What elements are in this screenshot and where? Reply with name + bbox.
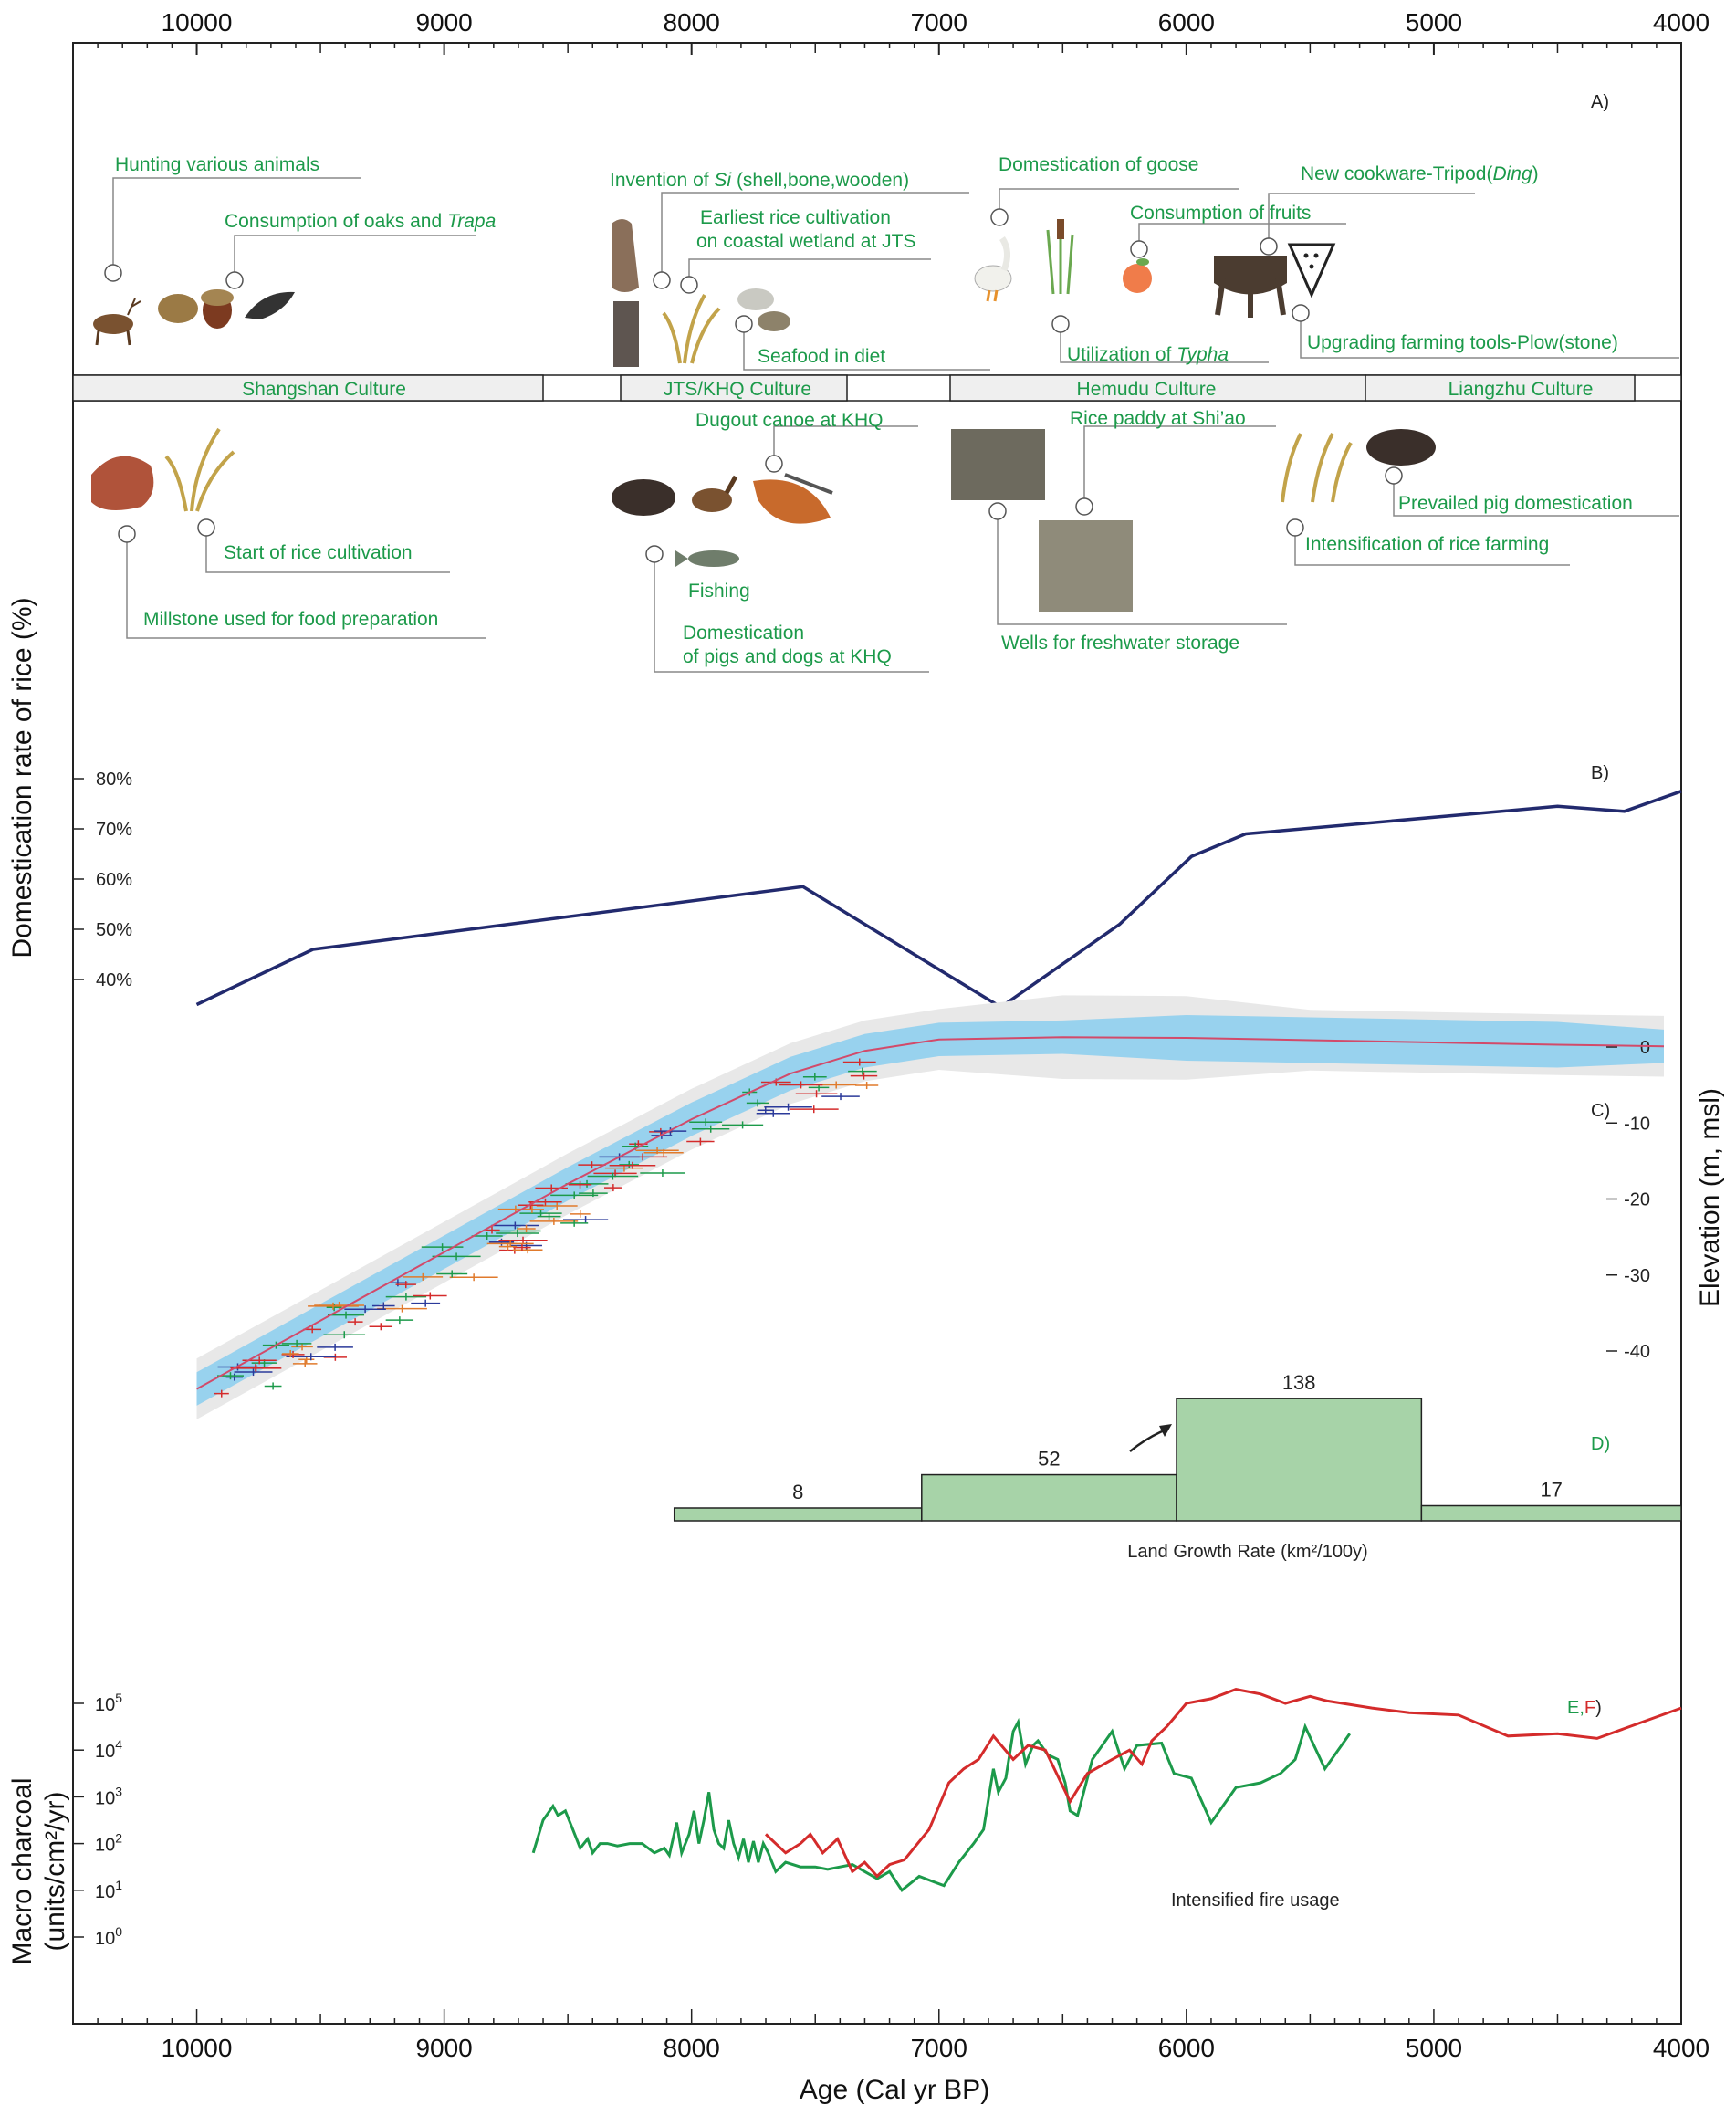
event-start-rice: Start of rice cultivation [224,542,413,563]
y-axis-label-ef-line1: Macro charcoal [7,1777,37,1965]
typha-icon [1048,219,1072,294]
panel-label-f: F [1584,1698,1596,1718]
panel-ef-chart [73,1690,1681,1949]
bottom-axis [73,2009,1710,2062]
b-ytick-label: 60% [96,870,133,890]
event-domestication-2: of pigs and dogs at KHQ [683,646,892,667]
x-axis-label: Age (Cal yr BP) [799,2075,990,2105]
bottom-tick-label: 9000 [415,2034,473,2062]
event-fruits: Consumption of fruits [1130,203,1312,224]
deer-icon [93,298,141,345]
c-series-line [197,1037,1665,1388]
event-fishing: Fishing [688,581,750,602]
ef-ytick-label: $10^5$ [95,1691,123,1715]
panel-label-d: D) [1591,1434,1611,1454]
ef-ytick-label: $10^3$ [95,1784,123,1809]
event-goose: Domestication of goose [999,154,1199,175]
well-photo-icon [951,429,1045,500]
c-ytick-label: -10 [1624,1114,1650,1135]
tripod-ding-icon [1214,256,1287,318]
trapa-icon [245,292,295,319]
top-tick-label: 4000 [1652,8,1710,37]
bottom-tick-label: 4000 [1652,2034,1710,2062]
canoe-icon [753,475,832,524]
rice-plant-icon-3 [1282,434,1351,502]
d-bar [1421,1506,1681,1521]
ef-ytick-label: $10^1$ [95,1877,123,1902]
b-ytick-label: 80% [96,770,133,790]
ef-series-line-0 [533,1723,1350,1890]
panel-d-chart [675,1371,1681,1521]
panel-c-chart [197,995,1665,1419]
bottom-tick-label: 7000 [910,2034,967,2062]
rice-paddy-photo-icon [1039,520,1133,612]
c-ytick-label: -20 [1624,1189,1650,1210]
b-ytick-label: 50% [96,920,133,940]
fire-usage-note: Intensified fire usage [1171,1890,1340,1911]
top-tick-label: 6000 [1157,8,1215,37]
b-ytick-label: 70% [96,820,133,840]
bottom-tick-label: 8000 [663,2034,720,2062]
top-tick-label: 10000 [161,8,233,37]
millstone-icon [91,456,153,510]
fish-icon [675,550,739,567]
panel-label-a: A) [1591,92,1609,112]
event-pig-domestication: Prevailed pig domestication [1398,493,1633,514]
dog-icon [692,477,736,512]
event-hunting: Hunting various animals [115,154,320,175]
event-oaks-trapa: Consumption of oaks and Trapa [225,211,497,232]
top-tick-label: 5000 [1405,8,1463,37]
panel-b-chart [73,770,1681,1007]
d-bar-label: 8 [792,1481,804,1503]
y-axis-label-ef-line2: (units/cm²/yr) [40,1791,70,1952]
top-tick-label: 9000 [415,8,473,37]
d-bar-label: 17 [1540,1478,1563,1502]
panel-label-close: ) [1595,1698,1602,1718]
culture-label-hemudu: Hemudu Culture [1076,379,1217,400]
d-bar [675,1508,922,1521]
top-tick-label: 8000 [663,8,720,37]
d-bar [922,1475,1177,1521]
bottom-tick-label: 5000 [1405,2034,1463,2062]
d-bar-label: 138 [1281,1371,1316,1395]
event-earliest-rice-1: Earliest rice cultivation [700,207,891,228]
panel-label-b: B) [1591,763,1609,783]
event-plow: Upgrading farming tools-Plow(stone) [1307,332,1618,353]
goose-icon [975,238,1011,301]
plow-icon [1290,245,1333,295]
b-series-line [197,791,1682,1008]
c-ytick-label: -40 [1624,1342,1650,1362]
event-domestication-1: Domestication [683,623,805,644]
bottom-tick-label: 6000 [1157,2034,1215,2062]
panel-label-e: E, [1567,1698,1584,1718]
d-bar-label: 52 [1038,1447,1061,1471]
rice-plant-icon [664,295,719,363]
boar-icon [612,479,675,516]
acorn-icon [158,289,234,329]
event-si: Invention of Si (shell,bone,wooden) [610,170,910,191]
panel-a-lower-illustrations [91,429,1436,612]
panel-label-c: C) [1591,1101,1611,1121]
event-seafood: Seafood in diet [758,346,886,367]
land-growth-label: Land Growth Rate (km²/100y) [1127,1542,1368,1562]
y-axis-label-left-b: Domestication rate of rice (%) [7,597,37,958]
event-canoe: Dugout canoe at KHQ [695,410,884,431]
c-ytick-label: 0 [1639,1038,1650,1058]
top-axis [73,8,1710,55]
culture-label-jts-khq: JTS/KHQ Culture [663,379,812,400]
bottom-tick-label: 10000 [161,2034,233,2062]
b-ytick-label: 40% [96,970,133,990]
event-typha: Utilization of Typha [1067,344,1229,365]
event-rice-paddy: Rice paddy at Shi’ao [1070,408,1246,429]
peach-icon [1123,258,1152,293]
sea-level-envelope-inner [197,1015,1665,1406]
arrow-icon [1130,1424,1172,1451]
pig-icon [1366,429,1436,466]
y-axis-label-right-c: Elevation (m, msl) [1695,1087,1725,1308]
culture-band [73,375,1681,401]
culture-label-shangshan: Shangshan Culture [242,379,406,400]
d-bar [1177,1398,1421,1521]
ef-ytick-label: $10^2$ [95,1830,123,1856]
rice-plant-icon-2 [166,429,234,511]
event-tripod: New cookware-Tripod(Ding) [1301,163,1539,184]
panel-label-ef [1567,1698,1602,1718]
shell-tool-icon [612,219,639,367]
top-tick-label: 7000 [910,8,967,37]
event-intensification: Intensification of rice farming [1305,534,1550,555]
culture-label-liangzhu: Liangzhu Culture [1448,379,1594,400]
ef-ytick-label: $10^4$ [95,1737,123,1763]
event-wells: Wells for freshwater storage [1001,633,1240,654]
event-millstone: Millstone used for food preparation [143,609,439,630]
c-ytick-label: -30 [1624,1265,1650,1286]
ef-series-line-1 [766,1690,1681,1877]
ef-ytick-label: $10^0$ [95,1924,123,1949]
event-earliest-rice-2: on coastal wetland at JTS [696,231,916,252]
